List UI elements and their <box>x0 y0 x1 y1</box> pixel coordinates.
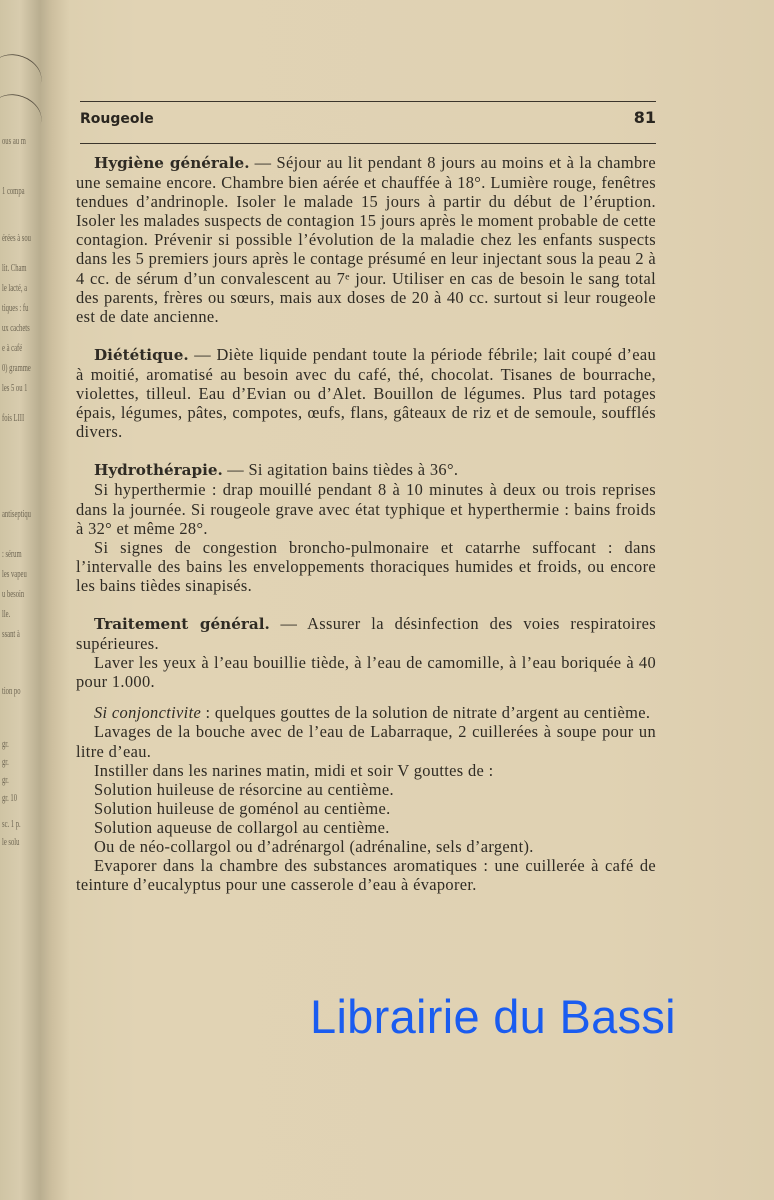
list-line: Solution huileuse de goménol au centième. <box>94 798 391 818</box>
facing-page-text: ux cachets <box>2 322 30 334</box>
seller-watermark: Librairie du Bassi <box>310 990 676 1043</box>
header-rule-top <box>80 101 656 102</box>
chapter-title: Rougeole <box>80 111 154 127</box>
section-heading: Diététique. <box>94 345 189 364</box>
paragraph-text: : quelques gouttes de la solution de nitrate d’argent au centième. <box>201 703 651 723</box>
section-heading: Hydrothérapie. <box>94 461 223 480</box>
list-line: Solution aqueuse de collargol au centième. <box>94 817 390 837</box>
facing-page-text: 0) gramme <box>2 362 31 374</box>
section-text: — Diète liquide pendant toute la période fébrile; lait coupé d’eau à moitié, aromatisé au besoin avec du café, thé, chocolat. Tisanes de bourrache, violettes, tilleul. Eau d’Evian ou d’Alet. Bouillon de légumes. Plus tard potages épais, légumes, pâtes, compotes, œufs, flans, gâteaux de riz et de semoule, soufflés divers. <box>76 344 656 442</box>
facing-page-text: gr. <box>2 738 9 750</box>
facing-page-text: fois LIII <box>2 412 25 424</box>
list-line: Ou de néo-collargol ou d’adrénargol (adrénaline, sels d’argent). <box>94 837 534 856</box>
paragraph: Lavages de la bouche avec de l’eau de Labarraque, 2 cuillerées à soupe pour un litre d’eau. <box>76 722 656 761</box>
facing-page-text: le lacté, a <box>2 282 28 294</box>
section-text: — Assurer la désinfection des voies respiratoires supérieures. <box>76 613 656 654</box>
section-traitement <box>76 614 656 653</box>
section-dietetique <box>76 345 656 441</box>
paragraph: Evaporer dans la chambre des substances aromatiques : une cuillerée à café de teinture d’eucalyptus pour une casserole d’eau à évaporer. <box>76 856 656 895</box>
page-number: 81 <box>633 108 656 127</box>
facing-page-text: e à café <box>2 342 23 354</box>
facing-page-text: érées à sou <box>2 232 31 244</box>
facing-page-text: les vapeu <box>2 568 27 580</box>
facing-page-text: gr. <box>2 756 9 768</box>
running-head <box>80 108 656 127</box>
facing-page-text: ous au m <box>2 135 26 147</box>
italic-label: Si conjonctivite <box>94 703 202 723</box>
facing-page-text: : sérum <box>2 548 22 560</box>
facing-page-text: sc. 1 p. <box>2 818 21 830</box>
facing-page-text: u besoin <box>2 588 25 600</box>
section-hygiene <box>76 153 656 326</box>
paragraph-conjonctivite <box>76 703 656 722</box>
header-rule-bottom <box>80 143 656 144</box>
facing-page-text: tion po <box>2 685 21 697</box>
paragraph: Laver les yeux à l’eau bouillie tiède, à l’eau de camomille, à l’eau boriquée à 40 pour 1.000. <box>76 653 656 692</box>
facing-page-text: 1 compa <box>2 185 25 197</box>
list-line: Solution huileuse de résorcine au centième. <box>94 779 394 799</box>
section-text: — Si agitation bains tièdes à 36°. <box>222 460 459 480</box>
facing-page-text: lit. Cham <box>2 262 27 274</box>
facing-page-text: les 5 ou 1 <box>2 382 28 394</box>
facing-page-text: lle. <box>2 608 11 620</box>
paragraph: Si signes de congestion broncho-pulmonaire et catarrhe suffocant : dans l’intervalle des bains les enveloppements thoraciques humides et froids, ou encore les bains tièdes sinapisés. <box>76 537 656 595</box>
page-body <box>76 153 656 894</box>
paragraph: Si hyperthermie : drap mouillé pendant 8 à 10 minutes à deux ou trois reprises dans la journée. Si rougeole grave avec état typhique et hyperthermie : bains froids à 32° et même 28°. <box>76 480 656 538</box>
facing-page-text: tiques : fu <box>2 302 29 314</box>
facing-page-text: antiseptiqu <box>2 508 31 520</box>
facing-page-edge <box>0 0 42 1200</box>
facing-page-text: gr. 10 <box>2 792 18 804</box>
section-heading: Hygiène générale. <box>94 154 250 172</box>
section-text: — Séjour au lit pendant 8 jours au moins et à la chambre une semaine encore. Chambre bien aérée et chauffée à 18°. Lumière rouge, fenêtres tendues d’andrinople. Isoler le malade 15 jours à partir du début de l’éruption. Isoler les malades suspects de contagion 15 jours après le moment probable de cette contagion. Prévenir si possible l’évolution de la maladie chez les enfants suspects dans les 5 premiers jours après le contage présumé en leur injectant sous la peau 2 à 4 cc. de sérum d’un convalescent au 7ᵉ jour. Utiliser en cas de besoin le sang total des parents, frères ou sœurs, mais aux doses de 20 à 40 cc. surtout si leur rougeole est de date ancienne. <box>76 153 656 326</box>
section-hydrotherapie <box>76 460 656 480</box>
section-heading: Traitement général. <box>94 614 270 633</box>
facing-page-text: ssant à <box>2 628 20 640</box>
facing-page-text: gr. <box>2 774 9 786</box>
paragraph: Instiller dans les narines matin, midi et soir V gouttes de : <box>94 760 494 780</box>
facing-page-text: le solu <box>2 836 20 848</box>
